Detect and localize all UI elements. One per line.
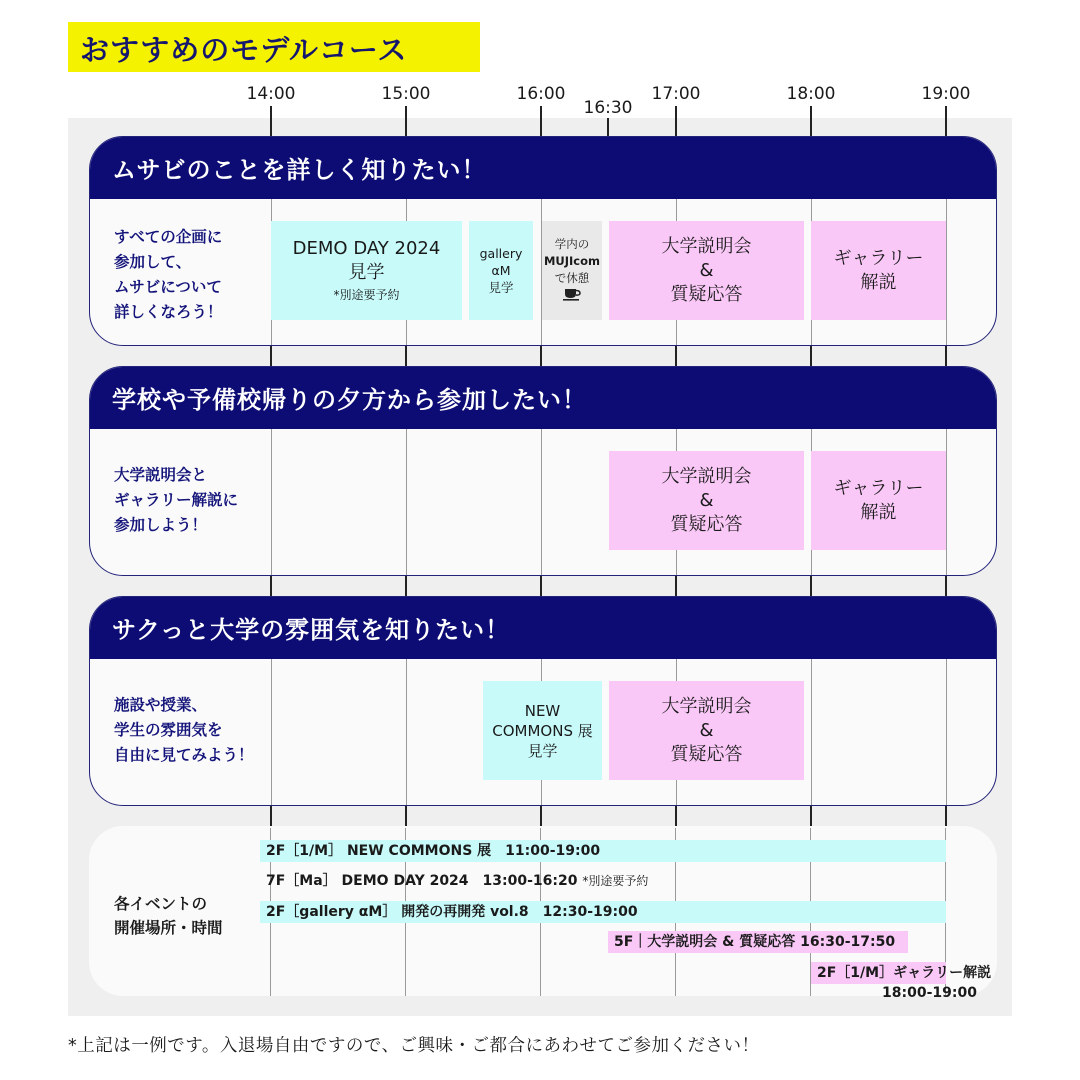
coffee-cup-icon <box>562 287 582 305</box>
time-label-1630: 16:30 <box>583 98 633 118</box>
block-line: & <box>699 489 714 511</box>
tick-gap <box>945 806 947 828</box>
block-line: αM <box>491 263 511 278</box>
event-info-label: 各イベントの 開催場所・時間 <box>114 895 223 937</box>
tick-gap <box>405 806 407 828</box>
event-note: *別途要予約 <box>582 874 649 888</box>
time-label-1900: 19:00 <box>921 84 971 104</box>
block-line: MUJIcom <box>543 254 601 268</box>
block-line: & <box>699 259 714 281</box>
course-description: 大学説明会と ギャラリー解説に 参加しよう！ <box>114 466 239 534</box>
time-label-1700: 17:00 <box>651 84 701 104</box>
tick-gap <box>675 576 677 596</box>
block-info-session <box>609 451 804 550</box>
tick-gap <box>270 806 272 828</box>
block-gallery-am <box>469 221 533 320</box>
block-gallery-talk <box>811 451 946 550</box>
tick-1900 <box>945 106 947 136</box>
page-title: おすすめのモデルコース <box>80 33 408 67</box>
event-text: 2F［1/M］ギャラリー解説 <box>817 965 992 981</box>
tick-gap <box>810 806 812 828</box>
course-header <box>90 367 996 429</box>
course-description: すべての企画に 参加して、 ムサビについて 詳しくなろう！ <box>114 228 223 321</box>
event-gallery-talk <box>811 962 992 984</box>
tick-gap <box>405 576 407 596</box>
grid-line <box>271 429 272 576</box>
block-line: 解説 <box>860 271 897 293</box>
block-line: 見学 <box>488 280 514 295</box>
block-line: 質疑応答 <box>670 513 743 535</box>
block-line: 質疑応答 <box>670 283 743 305</box>
block-gallery-talk <box>811 221 946 320</box>
block-line: 見学 <box>348 261 385 283</box>
block-new-commons <box>483 681 602 780</box>
block-info-session <box>609 681 804 780</box>
block-line: 学内の <box>554 237 590 251</box>
tick-1500 <box>405 106 407 136</box>
tick-gap <box>675 346 677 366</box>
block-line: DEMO DAY 2024 <box>292 237 441 259</box>
grid-line <box>271 659 272 806</box>
tick-1600 <box>540 106 542 136</box>
tick-1630 <box>607 118 609 136</box>
tick-gap <box>540 576 542 596</box>
footnote: *上記は一例です。入退場自由ですので、ご興味・ご都合にあわせてご参加ください！ <box>68 1036 760 1056</box>
tick-gap <box>540 806 542 828</box>
grid-line <box>406 429 407 576</box>
grid-line <box>406 659 407 806</box>
block-line: gallery <box>479 246 523 261</box>
grid-line <box>541 429 542 576</box>
block-demo-day <box>271 221 462 320</box>
block-line: ギャラリー <box>833 247 924 269</box>
tick-gap <box>405 346 407 366</box>
time-label-1400: 14:00 <box>246 84 296 104</box>
tick-gap <box>270 346 272 366</box>
course-title: 学校や予備校帰りの夕方から参加したい！ <box>112 386 587 414</box>
tick-gap <box>540 346 542 366</box>
time-label-1600: 16:00 <box>516 84 566 104</box>
block-mujicom <box>542 221 602 320</box>
event-text: 2F［gallery αM］ 開発の再開発 vol.8 12:30-19:00 <box>266 904 638 920</box>
course-panel-3 <box>89 596 997 806</box>
tick-gap <box>270 576 272 596</box>
event-demo-day <box>260 870 680 892</box>
event-gallery-am <box>260 901 946 923</box>
course-panel-1 <box>89 136 997 346</box>
time-label-1800: 18:00 <box>786 84 836 104</box>
block-line: 大学説明会 <box>661 235 752 257</box>
course-title: ムサビのことを詳しく知りたい！ <box>112 156 487 184</box>
grid-line <box>811 659 812 806</box>
event-info-session <box>608 931 908 953</box>
event-time: 18:00-19:00 <box>882 985 977 1001</box>
block-line: 見学 <box>527 741 558 760</box>
time-label-1500: 15:00 <box>381 84 431 104</box>
grid-line <box>946 429 947 576</box>
block-note: *別途要予約 <box>333 287 400 302</box>
block-line: 大学説明会 <box>661 465 752 487</box>
tick-1700 <box>675 106 677 136</box>
tick-gap <box>945 576 947 596</box>
tick-gap <box>675 806 677 828</box>
course-title: サクっと大学の雰囲気を知りたい！ <box>112 616 511 644</box>
block-line: COMMONS 展 <box>492 721 593 740</box>
course-description: 施設や授業、 学生の雰囲気を 自由に見てみよう！ <box>114 696 254 764</box>
tick-gap <box>810 346 812 366</box>
block-line: 解説 <box>860 501 897 523</box>
block-line: ギャラリー <box>833 477 924 499</box>
tick-1400 <box>270 106 272 136</box>
block-info-session <box>609 221 804 320</box>
tick-gap <box>810 576 812 596</box>
course-panel-2 <box>89 366 997 576</box>
block-line: & <box>699 719 714 741</box>
event-text: 2F［1/M］ NEW COMMONS 展 11:00-19:00 <box>266 843 601 859</box>
block-line: 大学説明会 <box>661 695 752 717</box>
tick-1800 <box>810 106 812 136</box>
grid-line <box>946 199 947 346</box>
block-line: で休憩 <box>554 271 590 285</box>
tick-gap <box>945 346 947 366</box>
block-line: NEW <box>524 701 561 720</box>
course-header <box>90 597 996 659</box>
event-text: 5F｜大学説明会 & 質疑応答 16:30-17:50 <box>614 934 896 950</box>
grid-line <box>946 659 947 806</box>
block-line: 質疑応答 <box>670 743 743 765</box>
event-new-commons <box>260 840 946 862</box>
course-header <box>90 137 996 199</box>
event-text: 7F［Ma］ DEMO DAY 2024 13:00-16:20 <box>266 873 578 889</box>
